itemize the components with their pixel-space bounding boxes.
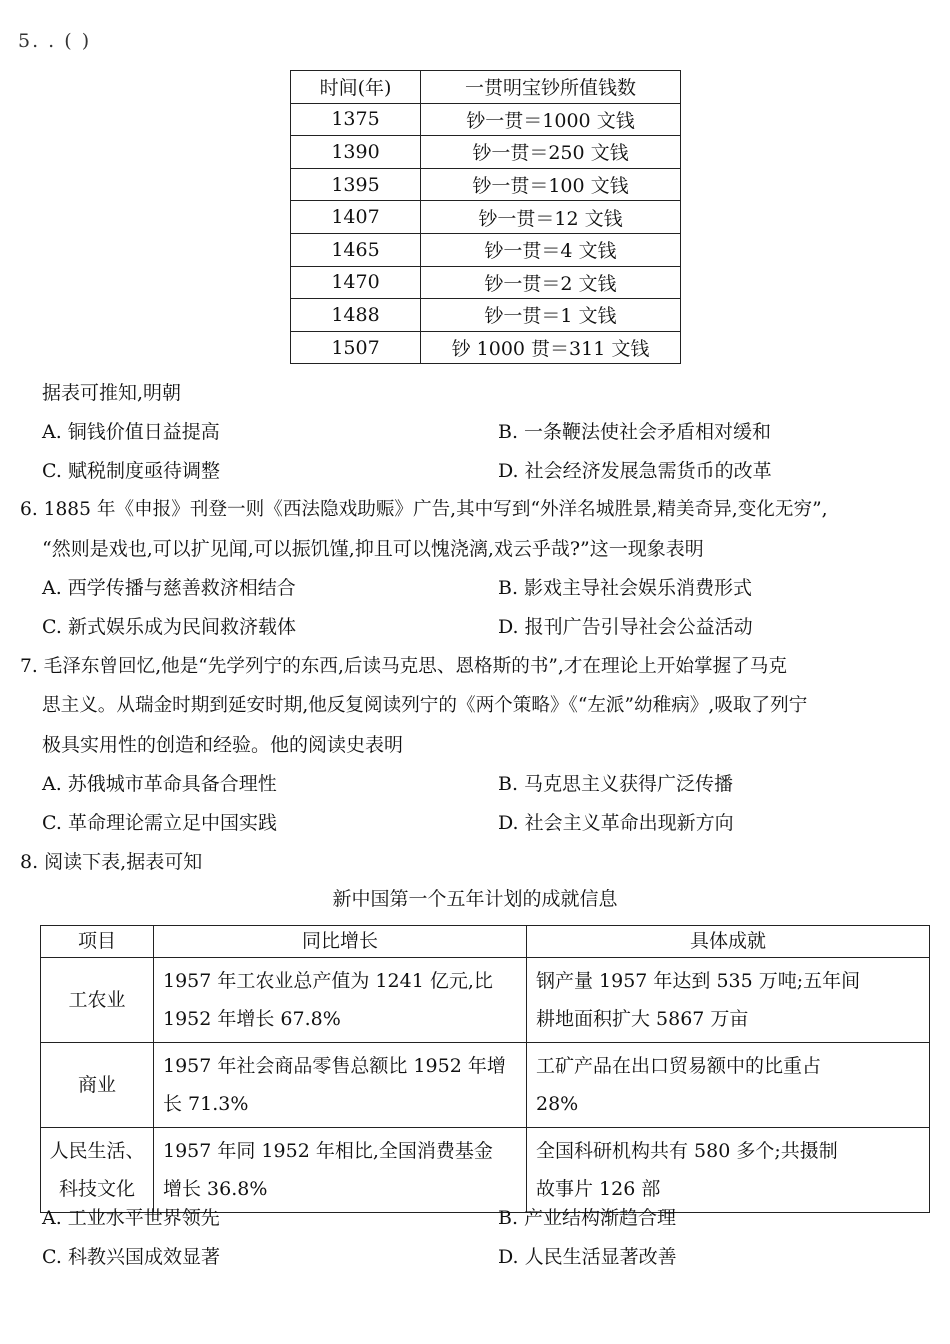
table-row [291,168,681,201]
cell-line: 人民生活、 [49,1140,145,1162]
cell-value: 钞一贯＝250 文钱 [421,136,681,169]
q8-option-a[interactable]: A. 工业水平世界领先 [42,1207,220,1229]
table-row [291,299,681,332]
table-row [291,331,681,364]
cell-year: 1375 [291,103,421,136]
q5-option-c[interactable]: C. 赋税制度亟待调整 [42,460,220,482]
cell-line: 耕地面积扩大 5867 万亩 [536,1008,749,1030]
cell-growth [154,1128,527,1213]
header-item: 项目 [41,926,154,958]
header-year: 时间(年) [291,71,421,104]
header-achievement: 具体成就 [527,926,930,958]
q7-stem-line2: 思主义。从瑞金时期到延安时期,他反复阅读列宁的《两个策略》《“左派”幼稚病》,吸取了列宁 [42,695,808,716]
q7-option-d[interactable]: D. 社会主义革命出现新方向 [498,812,734,834]
q6-stem-line2: “然则是戏也,可以扩见闻,可以振饥馑,抑且可以愧浇漓,戏云乎哉?”这一现象表明 [42,538,704,560]
q6-stem-line1: 6. 1885 年《申报》刊登一则《西法隐戏助赈》广告,其中写到“外洋名城胜景,精美奇异,变化无穷”, [20,499,828,520]
q7-option-b[interactable]: B. 马克思主义获得广泛传播 [498,773,734,795]
cell-year: 1465 [291,233,421,266]
cell-line: 1957 年社会商品零售总额比 1952 年增 [163,1055,506,1077]
cell-year: 1390 [291,136,421,169]
table-row [291,136,681,169]
cell-value: 钞一贯＝100 文钱 [421,168,681,201]
cell-year: 1395 [291,168,421,201]
table-row [41,1128,930,1213]
q7-stem-line1: 7. 毛泽东曾回忆,他是“先学列宁的东西,后读马克思、恩格斯的书”,才在理论上开始掌握了马克 [20,656,787,677]
q7-option-a[interactable]: A. 苏俄城市革命具备合理性 [42,773,277,795]
table-row [291,266,681,299]
cropped-question-header: 5. . ( ) [18,30,92,52]
table-row [291,103,681,136]
cell-year: 1488 [291,299,421,332]
table-row [41,1043,930,1128]
table-header-row [291,71,681,104]
q8-stem: 8. 阅读下表,据表可知 [20,851,203,873]
q6-option-b[interactable]: B. 影戏主导社会娱乐消费形式 [498,577,753,599]
baochao-value-table [290,70,681,364]
cell-value: 钞一贯＝1000 文钱 [421,103,681,136]
cell-value: 钞一贯＝2 文钱 [421,266,681,299]
cell-year: 1470 [291,266,421,299]
cell-year: 1507 [291,331,421,364]
cell-achievement [527,1043,930,1128]
q8-option-c[interactable]: C. 科教兴国成效显著 [42,1246,220,1268]
q7-stem-line3: 极具实用性的创造和经验。他的阅读史表明 [42,734,404,756]
q6-option-d[interactable]: D. 报刊广告引导社会公益活动 [498,616,753,638]
q6-option-a[interactable]: A. 西学传播与慈善救济相结合 [42,577,296,599]
cell-line: 钢产量 1957 年达到 535 万吨;五年间 [536,970,861,992]
q5-option-a[interactable]: A. 铜钱价值日益提高 [42,421,220,443]
cell-line: 增长 36.8% [163,1178,268,1200]
cell-value: 钞一贯＝4 文钱 [421,233,681,266]
cell-line: 1952 年增长 67.8% [163,1008,341,1030]
table-header-row [41,926,930,958]
cell-line: 全国科研机构共有 580 多个;共摄制 [536,1140,838,1162]
cell-line: 28% [536,1093,579,1115]
cell-value: 钞 1000 贯＝311 文钱 [421,331,681,364]
table-row [291,233,681,266]
cell-achievement [527,958,930,1043]
q5-option-b[interactable]: B. 一条鞭法使社会矛盾相对缓和 [498,421,772,443]
cell-line: 科技文化 [58,1178,135,1200]
cell-achievement [527,1128,930,1213]
q8-option-d[interactable]: D. 人民生活显著改善 [498,1246,677,1268]
cell-line: 工矿产品在出口贸易额中的比重占 [536,1055,822,1077]
cell-item: 工农业 [41,958,154,1043]
q7-option-c[interactable]: C. 革命理论需立足中国实践 [42,812,277,834]
q6-option-c[interactable]: C. 新式娱乐成为民间救济载体 [42,616,296,638]
q5-option-d[interactable]: D. 社会经济发展急需货币的改革 [498,460,772,482]
table-row [291,201,681,234]
cell-growth [154,1043,527,1128]
cell-growth [154,958,527,1043]
cell-line: 1957 年同 1952 年相比,全国消费基金 [163,1140,493,1162]
cell-value: 钞一贯＝1 文钱 [421,299,681,332]
cell-year: 1407 [291,201,421,234]
cell-item [41,1128,154,1213]
q5-stem: 据表可推知,明朝 [42,382,182,404]
cell-item: 商业 [41,1043,154,1128]
header-growth: 同比增长 [154,926,527,958]
cell-value: 钞一贯＝12 文钱 [421,201,681,234]
cell-line: 1957 年工农业总产值为 1241 亿元,比 [163,970,493,992]
table-row [41,958,930,1043]
q8-table-caption: 新中国第一个五年计划的成就信息 [332,888,618,910]
cell-line: 故事片 126 部 [536,1178,661,1200]
header-value: 一贯明宝钞所值钱数 [421,71,681,104]
cell-line: 长 71.3% [163,1093,249,1115]
five-year-plan-table [40,925,930,1213]
q8-option-b[interactable]: B. 产业结构渐趋合理 [498,1207,677,1229]
